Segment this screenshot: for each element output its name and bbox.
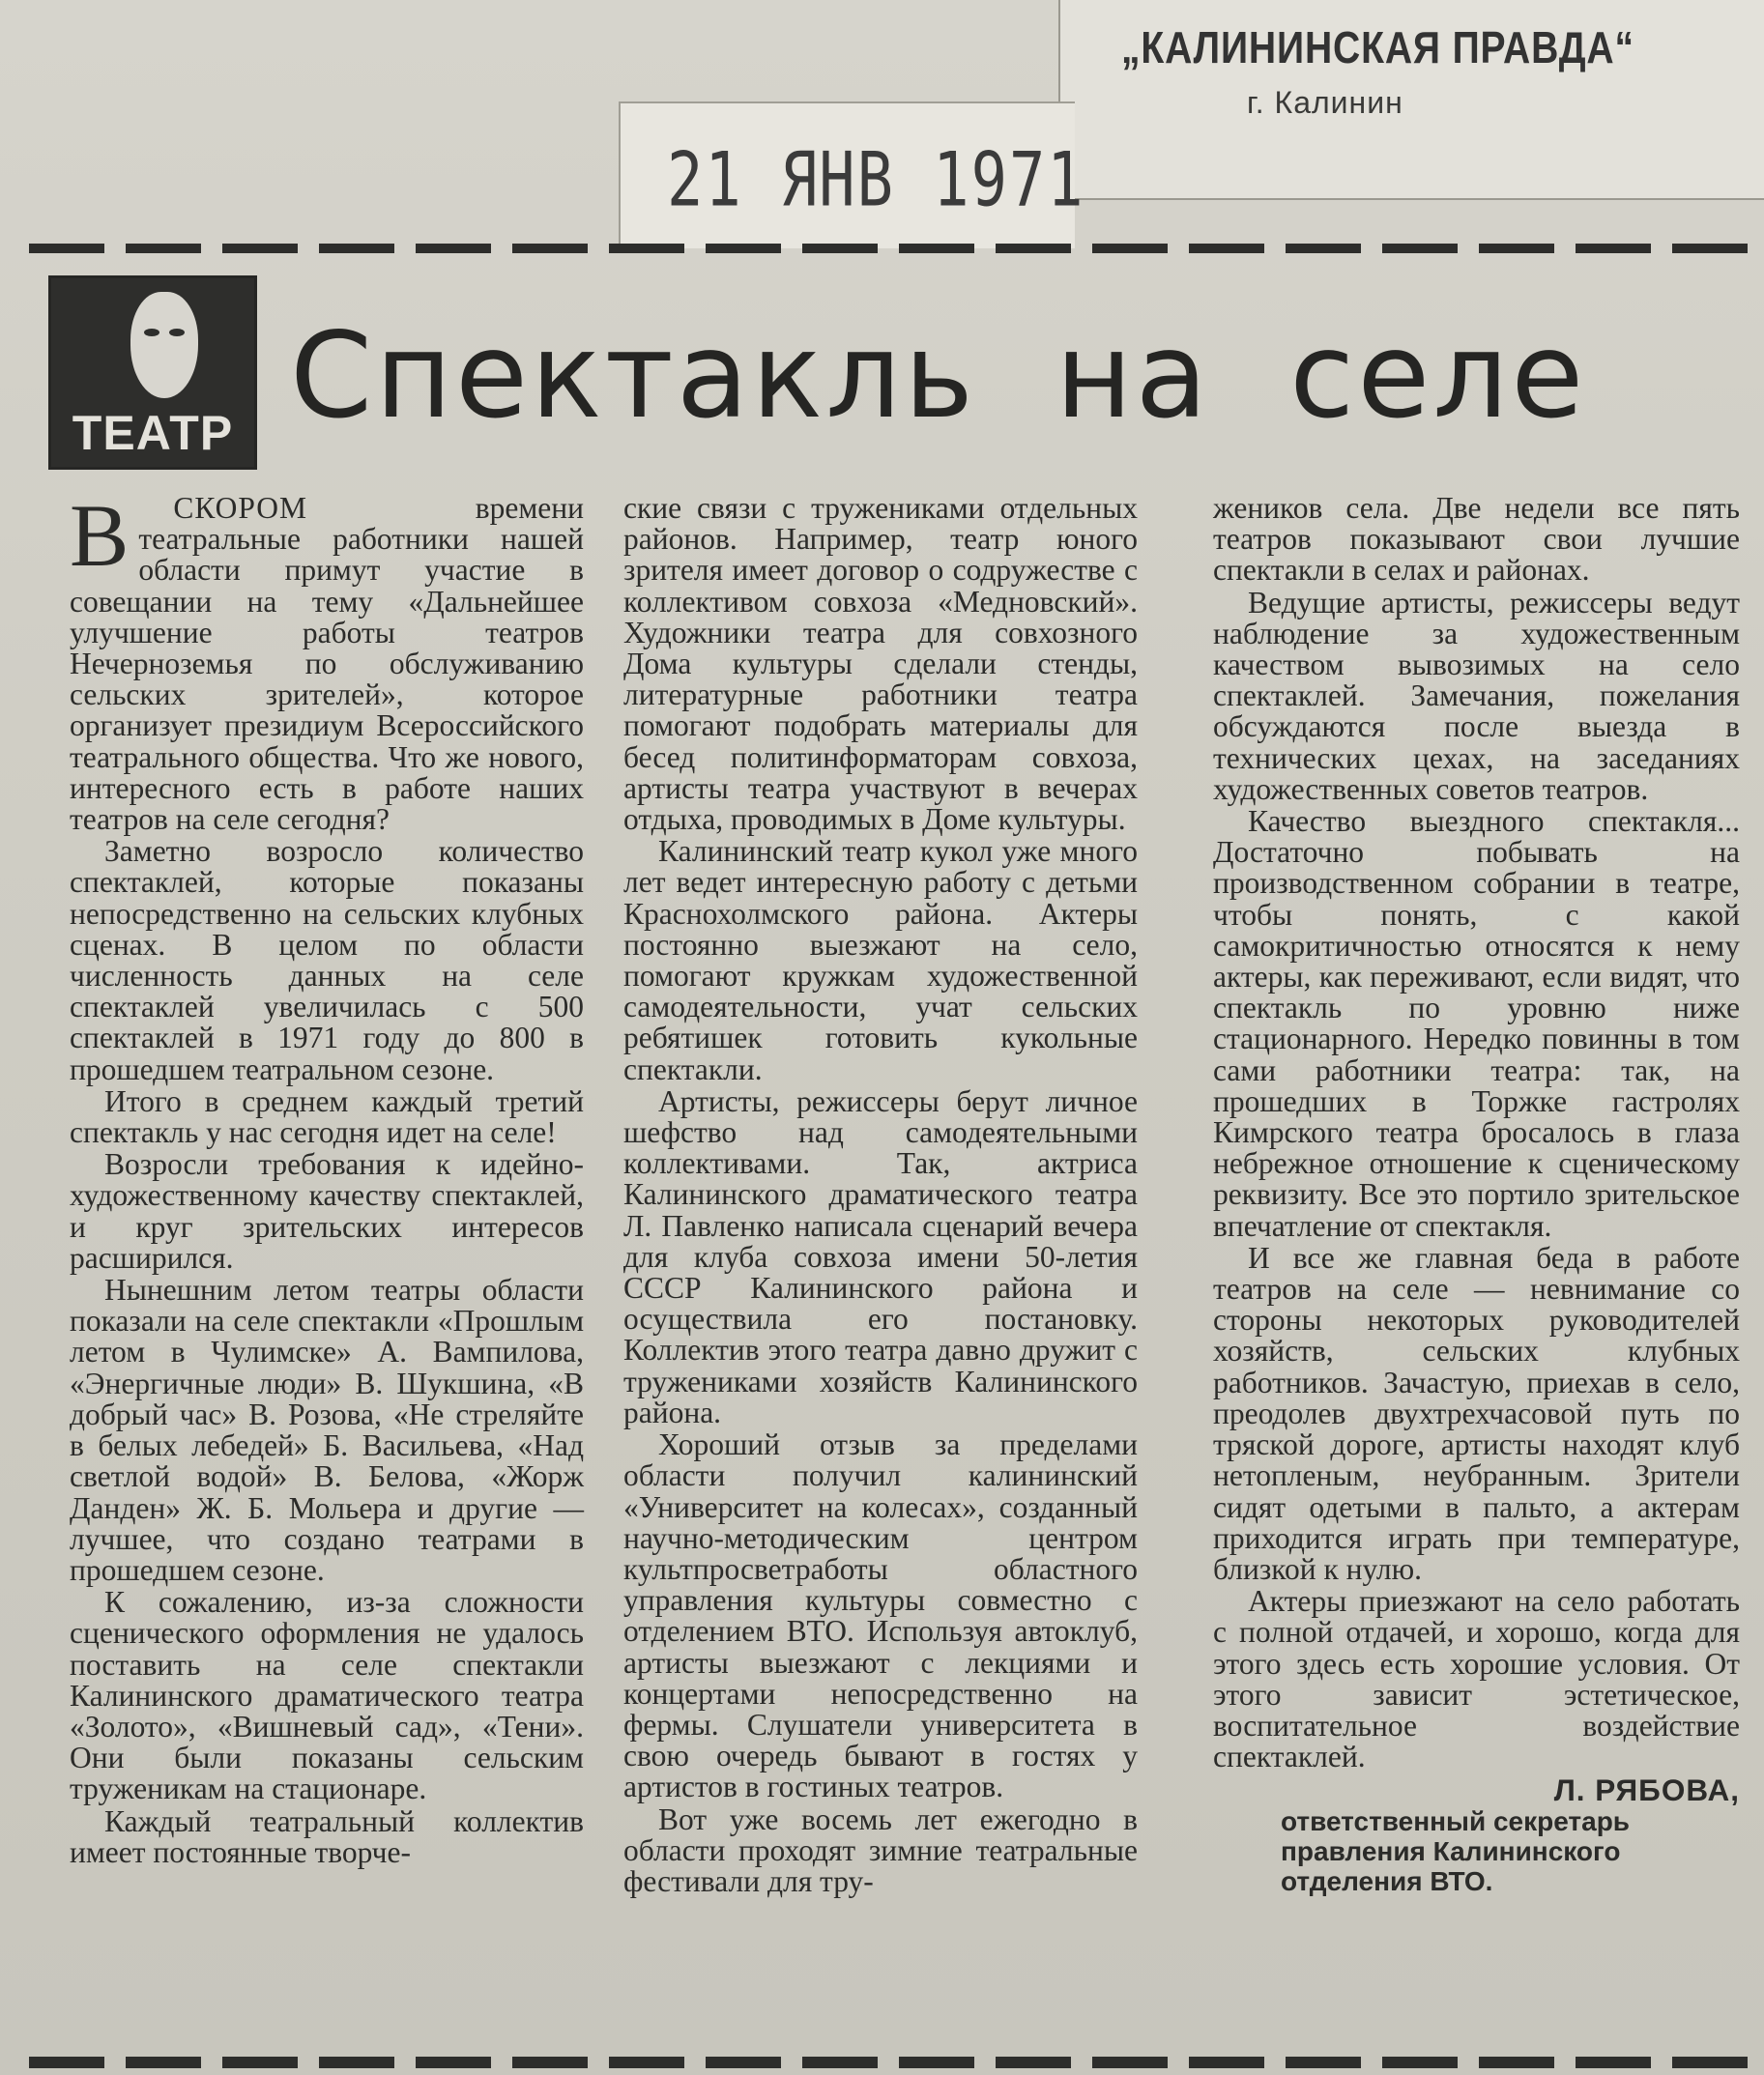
paragraph: Хороший отзыв за пределами области получил калининский «Университет на колесах», созданный научно-методическим центром культпросветработы областного управления культуры совместно с отделением ВТО. Используя автоклуб, артисты выезжают с лекциями и концертами непосредственно на фермы. Слушатели университета в свою очередь бывают в гостях у артистов в гостиных театров. bbox=[623, 1427, 1138, 1804]
author-name: Л. РЯБОВА, bbox=[1553, 1772, 1740, 1808]
newspaper-name: „КАЛИНИНСКАЯ ПРАВДА“ bbox=[1121, 22, 1634, 72]
article-headline: Спектакль на селе bbox=[290, 307, 1587, 445]
lead-caps: СКОРОМ bbox=[173, 491, 308, 525]
paragraph: К сожалению, из-за сложности сценического оформления не удалось поставить на селе спектакли Калининского драматического театра «Золото», «Вишневый сад», «Тени». Они были показаны сельским труженикам на стационаре. bbox=[70, 1585, 584, 1806]
drop-cap: В bbox=[70, 486, 130, 585]
article-column-2 bbox=[623, 493, 1138, 1897]
paragraph: Возросли требования к идейно-художественному качеству спектаклей, и круг зрительских интересов расширился. bbox=[70, 1147, 584, 1275]
article-column-1 bbox=[70, 486, 584, 1869]
paragraph: Калининский театр кукол уже много лет ведет интересную работу с детьми Краснохолмского района. Актеры постоянно выезжают на село, помогают кружкам художественной самодеятельности, учат сельских ребятишек готовить кукольные спектакли. bbox=[623, 834, 1138, 1086]
paragraph: ские связи с тружениками отдельных районов. Например, театр юного зрителя имеет договор о содружестве с коллективом совхоза «Медновский». Художники театра для совхозного Дома культуры сделали стенды, литературные работники театра помогают подобрать материалы для бесед политинформаторам совхоза, артисты театра участвуют в вечерах отдыха, проводимых в Доме культуры. bbox=[623, 491, 1138, 837]
paragraph: Ведущие артисты, режиссеры ведут наблюдение за художественным качеством вывозимых на село спектаклей. Замечания, пожелания обсуждаются после выезда в технических цехах, на заседаниях художественных советов театров. bbox=[1213, 585, 1740, 806]
theatre-logo bbox=[48, 275, 257, 470]
theatre-mask-icon bbox=[130, 292, 198, 398]
paragraph: Актеры приезжают на село работать с полной отдачей, и хорошо, когда для этого здесь есть хорошие условия. От этого зависит эстетическое, воспитательное воздействие спектаклей. bbox=[1213, 1584, 1740, 1774]
paragraph: Каждый театральный коллектив имеет постоянные творче- bbox=[70, 1803, 584, 1869]
paragraph: Нынешним летом театры области показали на селе спектакли «Прошлым летом в Чулимске» А. Вампилова, «Энергичные люди» В. Шукшина, «В добрый час» В. Розова, «Не стреляйте в белых лебедей» Б. Васильева, «Над светлой водой» В. Белова, «Жорж Данден» Ж. Б. Мольера и другие — лучшее, что создано театрами в прошедшем сезоне. bbox=[70, 1273, 584, 1587]
paragraph-text: времени театральные работники нашей области примут участие в совещании на тему «Дальнейшее улучшение работы театров Нечерноземья по обслуживанию сельских зрителей», которое организует президиум Всероссийского театрального общества. Что же нового, интересного есть в работе наших театров на селе сегодня? bbox=[70, 491, 584, 837]
paragraph: Вот уже восемь лет ежегодно в области проходят зимние театральные фестивали для тру- bbox=[623, 1801, 1138, 1898]
paragraph: Итого в среднем каждый третий спектакль у нас сегодня идет на селе! bbox=[70, 1083, 584, 1150]
newspaper-city: г. Калинин bbox=[1247, 85, 1403, 120]
theatre-logo-label: ТЕАТР bbox=[72, 406, 234, 460]
paragraph: Заметно возросло количество спектаклей, которые показаны непосредственно на сельских клубных сценах. В целом по области численность данных на селе спектаклей увеличилась с 500 спектаклей в 1971 году до 800 в прошедшем театральном сезоне. bbox=[70, 834, 584, 1086]
article-column-3 bbox=[1213, 493, 1740, 1896]
author-role: ответственный секретарь правления Калининского отделения ВТО. bbox=[1281, 1805, 1631, 1896]
paragraph: И все же главная беда в работе театров на селе — невнимание со стороны некоторых руководителей хозяйств, сельских клубных работников. Зачастую, приехав в село, преодолев двухтрехчасовой путь по тряской дороге, артисты находят клуб нетопленым, неубранным. Зрители сидят одетыми в пальто, а актерам приходится играть при температуре, близкой к нулю. bbox=[1213, 1240, 1740, 1586]
date-stamp: 21 ЯНВ 1971 bbox=[667, 135, 1085, 224]
bottom-dashed-rule bbox=[29, 2057, 1750, 2068]
paragraph: Качество выездного спектакля... Достаточно побывать на производственном собрании в театре, чтобы понять, с какой самокритичностью относятся к нему актеры, как переживают, если видят, что спектакль по уровню ниже стационарного. Нередко повинны в том сами работники театра: так, на прошедших в Торжке гастролях Кимрского театра бросалось в глаза небрежное отношение к сценическому реквизиту. Все это портило зрительское впечатление от спектакля. bbox=[1213, 804, 1740, 1243]
paragraph: Артисты, режиссеры берут личное шефство над самодеятельными коллективами. Так, актриса Калининского драматического театра Л. Павленко написала сценарий вечера для клуба совхоза имени 50-летия СССР Калининского района и осуществила его постановку. Коллектив этого театра давно дружит с тружениками хозяйств Калининского района. bbox=[623, 1083, 1138, 1429]
top-dashed-rule bbox=[29, 244, 1750, 253]
paragraph: жеников села. Две недели все пять театров показывают свои лучшие спектакли в селах и районах. bbox=[1213, 491, 1740, 588]
paragraph bbox=[70, 486, 584, 837]
